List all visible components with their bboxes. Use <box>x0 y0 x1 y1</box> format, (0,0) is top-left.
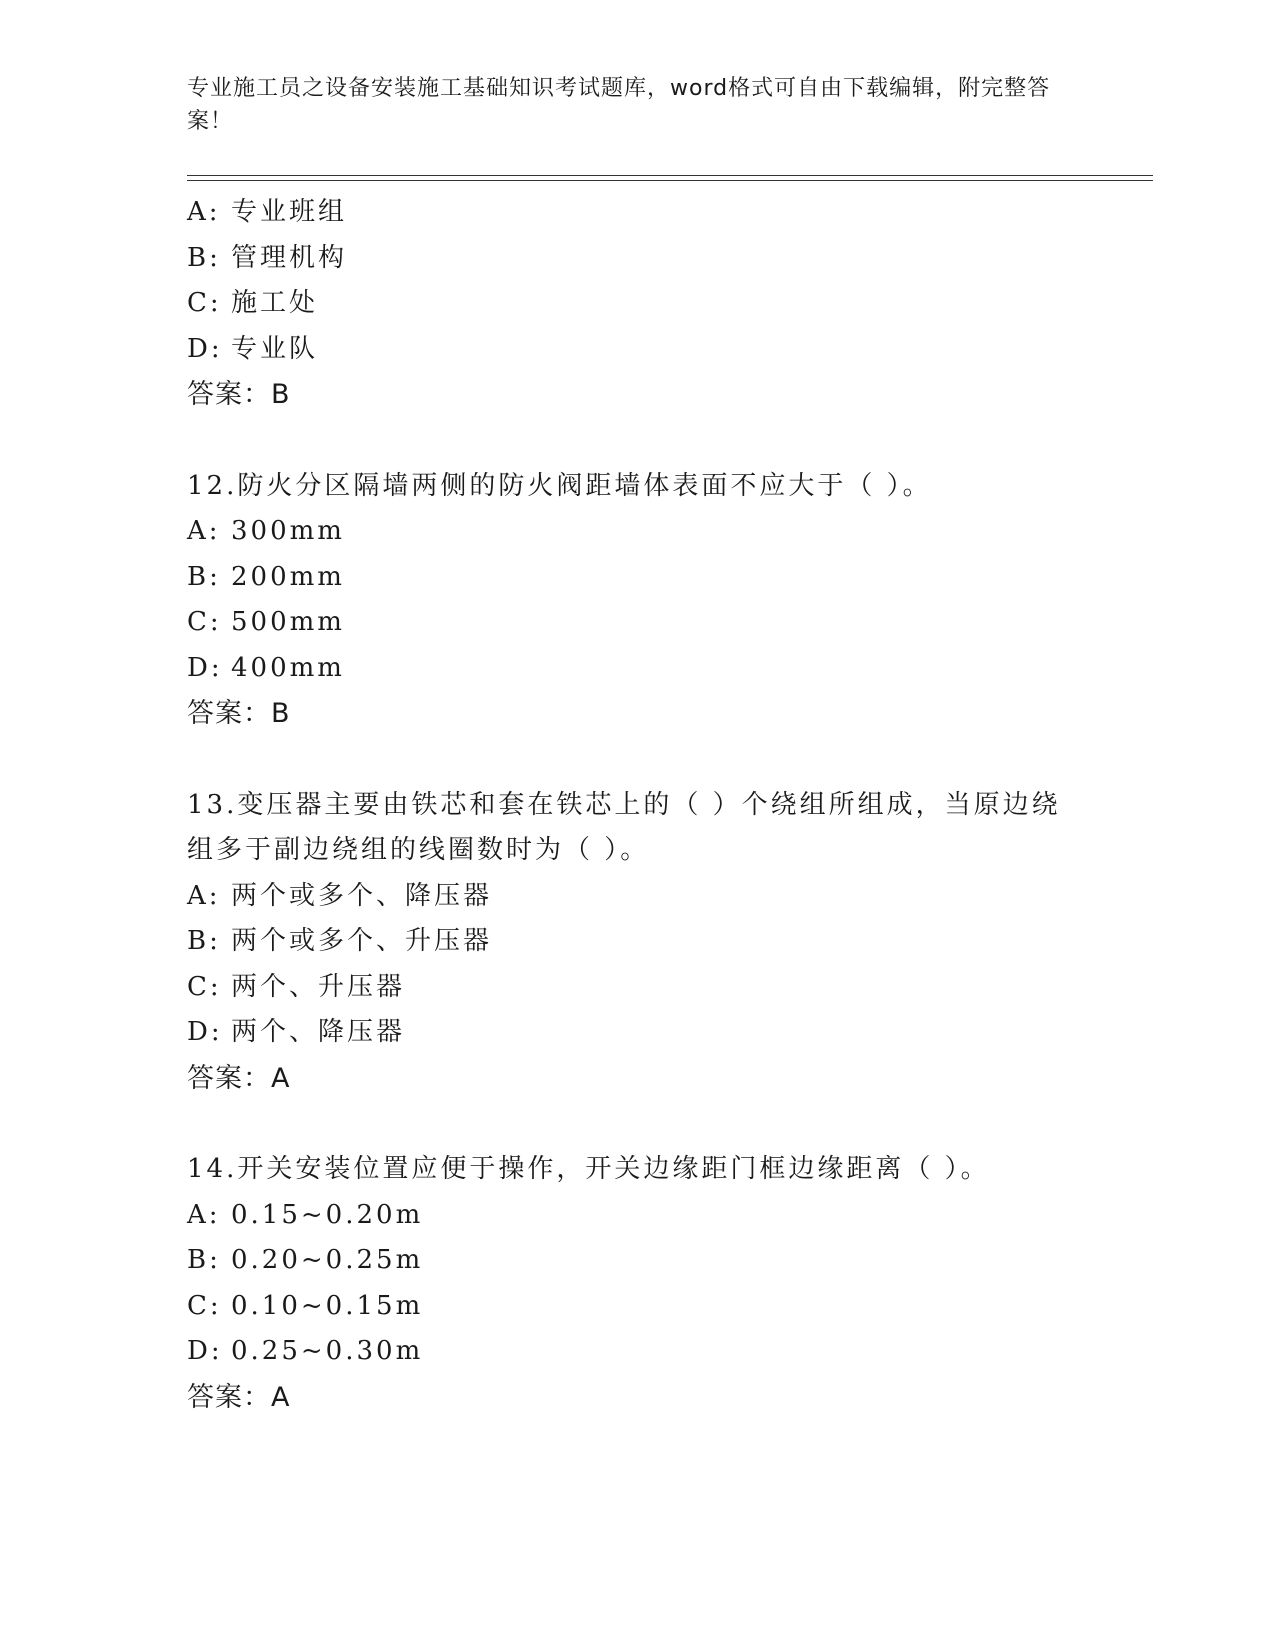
option-letter: C: <box>187 288 222 318</box>
option-text: 两个、升压器 <box>231 971 406 1002</box>
option-letter: A: <box>187 197 221 227</box>
option-letter: D: <box>187 1017 223 1047</box>
option-text: 500mm <box>231 607 345 637</box>
answer-line: 答案：A <box>187 1062 291 1094</box>
option-d <box>187 327 1087 373</box>
answer-line: 答案：B <box>187 698 291 729</box>
header-rule-bottom <box>187 180 1153 181</box>
option-d <box>187 1329 1087 1375</box>
option-c <box>187 965 1087 1011</box>
option-a <box>187 509 1087 555</box>
option-a <box>187 190 1087 236</box>
question-12 <box>187 464 1087 737</box>
option-letter: A: <box>187 880 221 911</box>
option-text: 专业班组 <box>231 197 348 227</box>
option-text: 两个或多个、降压器 <box>231 880 493 911</box>
question-14 <box>187 1147 1087 1420</box>
option-text: 200mm <box>231 561 345 592</box>
option-letter: A: <box>187 516 221 546</box>
option-letter: C: <box>187 607 222 637</box>
option-b <box>187 236 1087 282</box>
option-c <box>187 1284 1087 1330</box>
option-letter: D: <box>187 652 223 683</box>
option-letter: B: <box>187 1245 221 1275</box>
question-list <box>187 190 1087 1420</box>
option-letter: B: <box>187 242 221 273</box>
option-d <box>187 646 1087 692</box>
option-d <box>187 1010 1087 1056</box>
header-rule-top <box>187 175 1153 176</box>
option-text: 0.10~0.15m <box>231 1290 424 1321</box>
option-letter: C: <box>187 1290 222 1321</box>
option-letter: B: <box>187 561 221 592</box>
option-letter: A: <box>187 1199 221 1230</box>
option-a <box>187 1193 1087 1239</box>
option-text: 0.20~0.25m <box>231 1245 424 1275</box>
answer-line: 答案：A <box>187 1381 291 1413</box>
question-stem: 13.变压器主要由铁芯和套在铁芯上的（ ）个绕组所组成，当原边绕组多于副边绕组的线圈数时为（ ）。 <box>187 789 1061 865</box>
option-text: 400mm <box>231 652 345 683</box>
option-text: 两个、降压器 <box>231 1017 406 1047</box>
option-text: 0.15~0.20m <box>231 1199 424 1230</box>
option-letter: D: <box>187 333 223 364</box>
option-text: 施工处 <box>231 288 319 318</box>
question-stem: 12.防火分区隔墙两侧的防火阀距墙体表面不应大于（ ）。 <box>187 470 932 501</box>
option-b <box>187 1238 1087 1284</box>
option-b <box>187 919 1087 965</box>
option-text: 专业队 <box>231 333 319 364</box>
option-letter: D: <box>187 1336 223 1366</box>
option-text: 300mm <box>231 516 345 546</box>
option-text: 两个或多个、升压器 <box>231 926 493 956</box>
question-stem: 14.开关安装位置应便于操作，开关边缘距门框边缘距离（ ）。 <box>187 1154 990 1184</box>
question-13 <box>187 783 1087 1102</box>
answer-line: 答案：B <box>187 379 291 410</box>
question-continued <box>187 190 1087 418</box>
option-text: 0.25~0.30m <box>231 1336 424 1366</box>
option-text: 管理机构 <box>231 242 348 273</box>
option-c <box>187 600 1087 646</box>
option-letter: B: <box>187 926 221 956</box>
option-b <box>187 555 1087 601</box>
option-a <box>187 874 1087 920</box>
option-letter: C: <box>187 971 222 1002</box>
option-c <box>187 281 1087 327</box>
document-header: 专业施工员之设备安装施工基础知识考试题库，word格式可自由下载编辑，附完整答案！ <box>187 76 1051 134</box>
